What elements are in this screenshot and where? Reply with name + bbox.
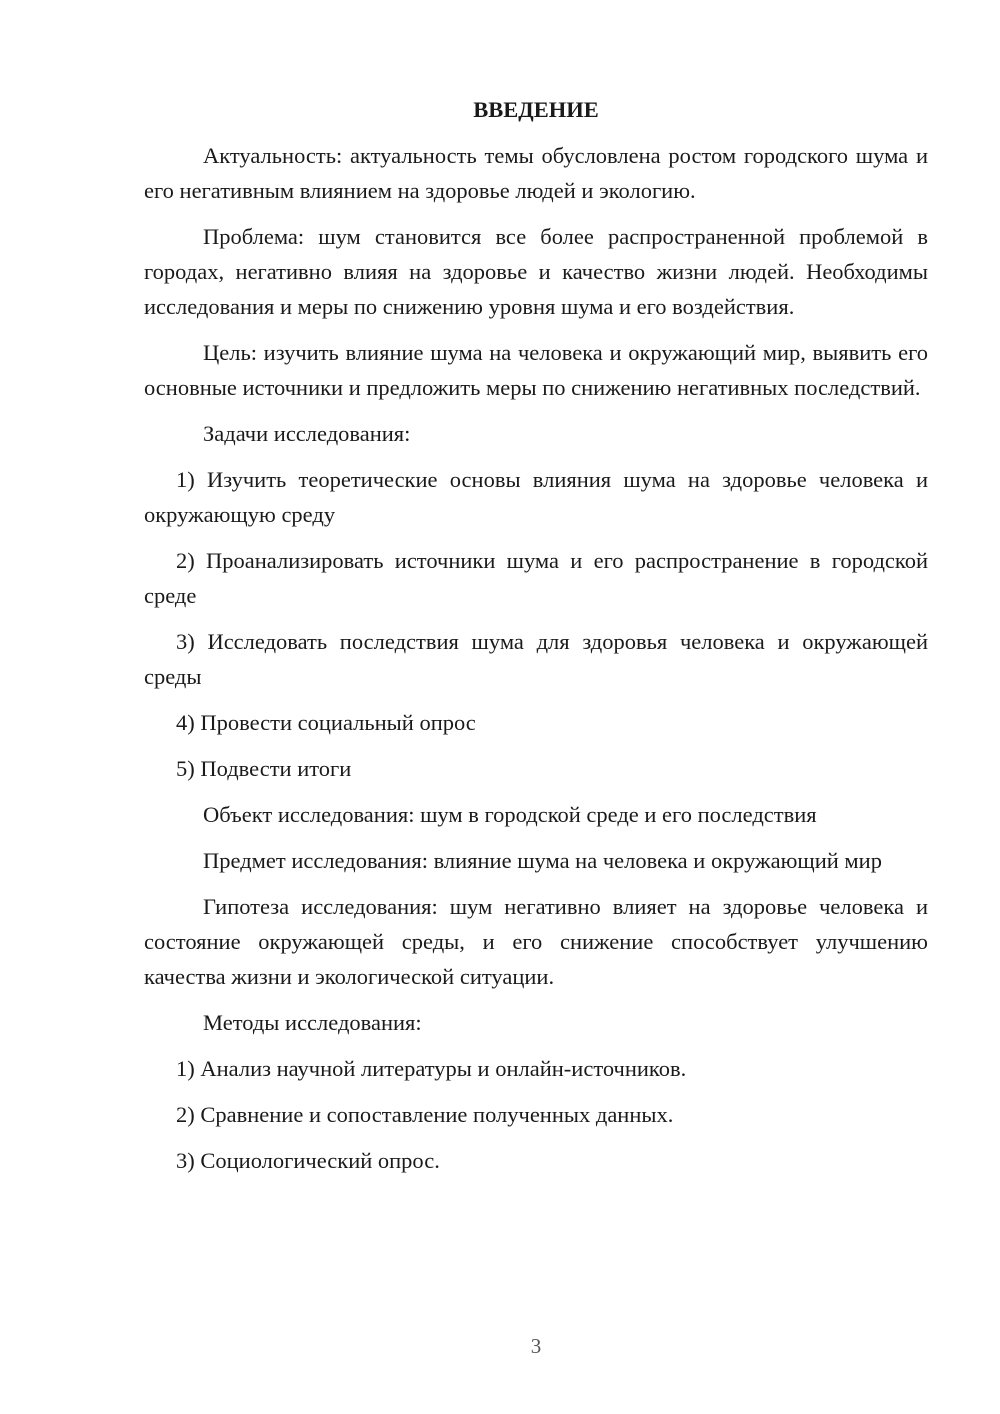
goal-paragraph: Цель: изучить влияние шума на человека и окружающий мир, выявить его основные источники и предложить меры по снижению негативных последствий. (144, 340, 928, 400)
tasks-heading: Задачи исследования: (203, 421, 411, 446)
page-number: 3 (530, 1334, 542, 1358)
task-item-4: 4) Провести социальный опрос (176, 710, 476, 735)
task-item-1: 1) Изучить теоретические основы влияния шума на здоровье человека и окружающую среду (144, 467, 928, 527)
subject-paragraph: Предмет исследования: влияние шума на человека и окружающий мир (203, 848, 882, 873)
methods-heading: Методы исследования: (203, 1010, 422, 1035)
hypothesis-paragraph: Гипотеза исследования: шум негативно влияет на здоровье человека и состояние окружающей среды, и его снижение способствует улучшению качества жизни и экологической ситуации. (144, 894, 928, 989)
page-content (144, 92, 928, 1189)
method-item-3: 3) Социологический опрос. (176, 1148, 440, 1173)
object-paragraph: Объект исследования: шум в городской среде и его последствия (203, 802, 817, 827)
task-item-3: 3) Исследовать последствия шума для здоровья человека и окружающей среды (144, 629, 928, 689)
task-item-2: 2) Проанализировать источники шума и его распространение в городской среде (144, 548, 928, 608)
section-heading: ВВЕДЕНИЕ (473, 97, 599, 122)
method-item-2: 2) Сравнение и сопоставление полученных данных. (176, 1102, 674, 1127)
method-item-1: 1) Анализ научной литературы и онлайн-источников. (176, 1056, 687, 1081)
relevance-paragraph: Актуальность: актуальность темы обусловлена ростом городского шума и его негативным влиянием на здоровье людей и экологию. (144, 143, 928, 203)
problem-paragraph: Проблема: шум становится все более распространенной проблемой в городах, негативно влияя на здоровье и качество жизни людей. Необходимы исследования и меры по снижению уровня шума и его воздействия. (144, 224, 928, 319)
task-item-5: 5) Подвести итоги (176, 756, 352, 781)
